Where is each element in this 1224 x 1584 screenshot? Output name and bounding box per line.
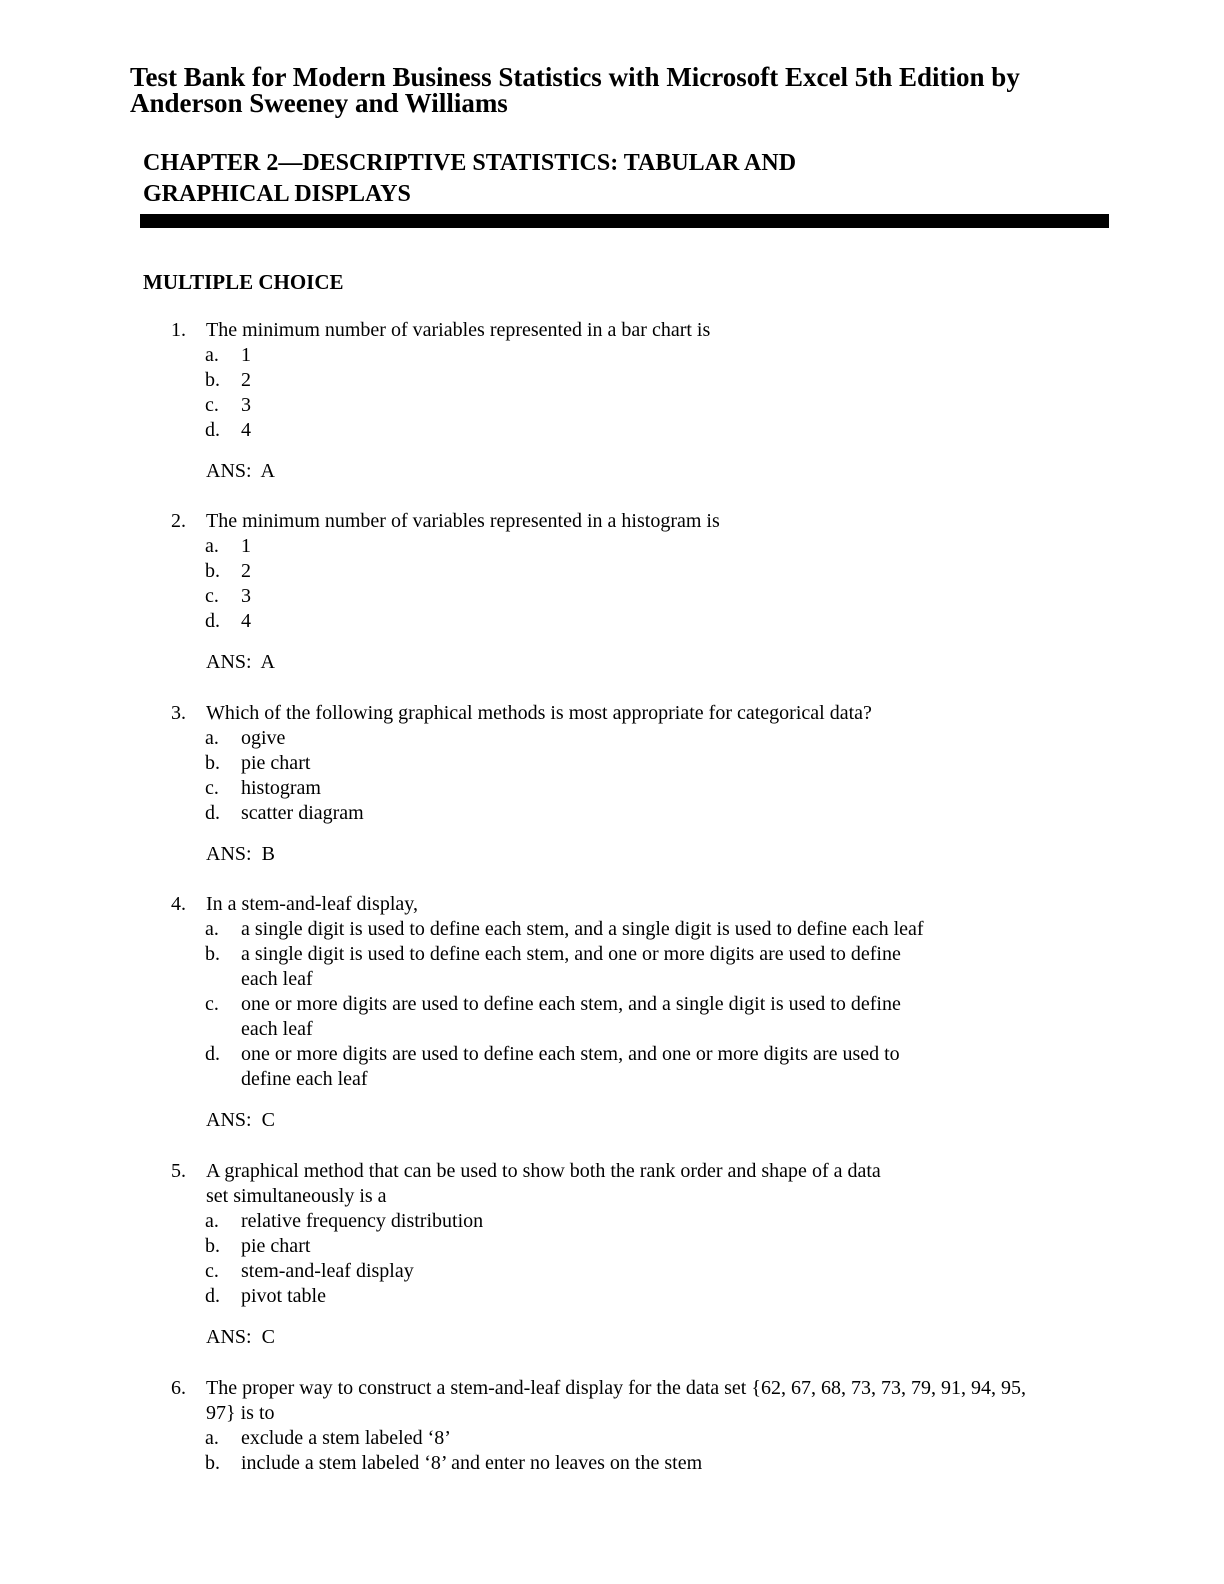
option-text-line: histogram [241, 777, 321, 799]
chapter-title [143, 148, 1043, 210]
answer-option [0, 1042, 1224, 1092]
option-text [241, 418, 1001, 443]
option-letter: d. [205, 610, 220, 632]
answer-key [0, 1108, 1224, 1133]
question-text: The proper way to construct a stem-and-leaf display for the data set {62, 67, 68, 73, 73, 79, 91, 94, 95, [206, 1377, 1026, 1399]
answer-key [0, 1325, 1224, 1350]
question-item [0, 1159, 1224, 1350]
option-text-line: a single digit is used to define each stem, and a single digit is used to define each leaf [241, 918, 924, 940]
question-stem-row [0, 1159, 1224, 1184]
question-item [0, 892, 1224, 1133]
answer-option [0, 917, 1224, 942]
option-letter: c. [205, 1260, 219, 1282]
document-title-line: Test Bank for Modern Business Statistics with Microsoft Excel 5th Edition by [130, 62, 1020, 92]
option-text-line: exclude a stem labeled ‘8’ [241, 1427, 451, 1449]
question-text: 97} is to [206, 1402, 275, 1424]
question-stem-row [0, 1376, 1224, 1401]
option-text-line: ogive [241, 727, 286, 749]
answer-key [0, 459, 1224, 484]
answer-option [0, 1451, 1224, 1476]
option-text [241, 393, 1001, 418]
option-text [241, 1234, 1001, 1259]
question-text: A graphical method that can be used to show both the rank order and shape of a data [206, 1160, 881, 1182]
option-text-line: each leaf [241, 1018, 313, 1040]
answer-key-text: ANS: A [206, 460, 275, 482]
answer-option [0, 343, 1224, 368]
question-stem-row [0, 1401, 1224, 1426]
option-text-line: 4 [241, 419, 251, 441]
option-text-line: 3 [241, 394, 251, 416]
question-number: 5. [171, 1160, 186, 1182]
answer-option [0, 534, 1224, 559]
option-text [241, 801, 1001, 826]
question-number: 2. [171, 510, 186, 532]
question-stem-row [0, 892, 1224, 917]
answer-option [0, 1209, 1224, 1234]
option-text-line: 3 [241, 585, 251, 607]
option-text [241, 1284, 1001, 1309]
answer-key [0, 842, 1224, 867]
option-text-line: each leaf [241, 968, 313, 990]
answer-option [0, 726, 1224, 751]
option-text [241, 609, 1001, 634]
answer-option [0, 368, 1224, 393]
option-text [241, 559, 1001, 584]
option-text [241, 1259, 1001, 1284]
option-text [241, 1042, 1001, 1092]
option-text [241, 1451, 1001, 1476]
option-text-line: 4 [241, 610, 251, 632]
question-number: 3. [171, 702, 186, 724]
answer-option [0, 584, 1224, 609]
option-text [241, 917, 1001, 942]
answer-option [0, 609, 1224, 634]
answer-key-text: ANS: C [206, 1109, 275, 1131]
option-text-line: pie chart [241, 1235, 311, 1257]
question-number: 4. [171, 893, 186, 915]
option-letter: d. [205, 1043, 220, 1065]
option-letter: c. [205, 777, 219, 799]
option-letter: a. [205, 1210, 219, 1232]
answer-key-text: ANS: C [206, 1326, 275, 1348]
option-text [241, 368, 1001, 393]
option-text-line: pie chart [241, 752, 311, 774]
answer-option [0, 1259, 1224, 1284]
option-text-line: 2 [241, 560, 251, 582]
option-letter: a. [205, 918, 219, 940]
answer-option [0, 992, 1224, 1042]
option-letter: a. [205, 727, 219, 749]
option-text [241, 726, 1001, 751]
option-text-line: stem-and-leaf display [241, 1260, 414, 1282]
question-stem-row [0, 1184, 1224, 1209]
answer-option [0, 776, 1224, 801]
option-text [241, 942, 1001, 992]
section-title: MULTIPLE CHOICE [143, 270, 344, 294]
answer-key [0, 650, 1224, 675]
option-text [241, 1209, 1001, 1234]
answer-option [0, 393, 1224, 418]
question-item [0, 318, 1224, 484]
answer-option [0, 942, 1224, 992]
option-text-line: 1 [241, 344, 251, 366]
option-letter: b. [205, 1235, 220, 1257]
option-text [241, 343, 1001, 368]
document-title-line: Anderson Sweeney and Williams [130, 88, 508, 118]
option-text-line: one or more digits are used to define each stem, and one or more digits are used to [241, 1043, 900, 1065]
answer-option [0, 1234, 1224, 1259]
option-text [241, 992, 1001, 1042]
option-letter: a. [205, 1427, 219, 1449]
option-text [241, 534, 1001, 559]
option-text [241, 584, 1001, 609]
answer-key-text: ANS: A [206, 651, 275, 673]
option-text-line: one or more digits are used to define each stem, and a single digit is used to define [241, 993, 901, 1015]
answer-option [0, 751, 1224, 776]
question-stem-row [0, 701, 1224, 726]
option-letter: d. [205, 419, 220, 441]
answer-option [0, 1426, 1224, 1451]
answer-key-text: ANS: B [206, 843, 275, 865]
option-text [241, 1426, 1001, 1451]
question-stem-row [0, 509, 1224, 534]
option-letter: a. [205, 535, 219, 557]
question-number: 6. [171, 1377, 186, 1399]
question-stem-row [0, 318, 1224, 343]
answer-option [0, 1284, 1224, 1309]
question-text: The minimum number of variables represented in a bar chart is [206, 319, 711, 341]
option-letter: d. [205, 1285, 220, 1307]
option-text-line: 2 [241, 369, 251, 391]
option-letter: c. [205, 993, 219, 1015]
option-letter: b. [205, 1452, 220, 1474]
option-text-line: scatter diagram [241, 802, 364, 824]
question-text: In a stem-and-leaf display, [206, 893, 418, 915]
question-text: Which of the following graphical methods is most appropriate for categorical data? [206, 702, 872, 724]
question-item [0, 701, 1224, 867]
question-text: The minimum number of variables represented in a histogram is [206, 510, 720, 532]
option-letter: c. [205, 394, 219, 416]
chapter-title-line: GRAPHICAL DISPLAYS [143, 181, 411, 207]
document-title [130, 64, 1130, 116]
option-text-line: include a stem labeled ‘8’ and enter no leaves on the stem [241, 1452, 703, 1474]
option-text [241, 776, 1001, 801]
option-text-line: relative frequency distribution [241, 1210, 484, 1232]
question-text: set simultaneously is a [206, 1185, 387, 1207]
option-letter: b. [205, 369, 220, 391]
answer-option [0, 559, 1224, 584]
option-letter: b. [205, 560, 220, 582]
option-letter: d. [205, 802, 220, 824]
option-letter: b. [205, 943, 220, 965]
option-text-line: pivot table [241, 1285, 326, 1307]
answer-option [0, 801, 1224, 826]
option-text-line: a single digit is used to define each stem, and one or more digits are used to define [241, 943, 901, 965]
heading-rule [140, 214, 1109, 228]
option-text-line: 1 [241, 535, 251, 557]
option-letter: c. [205, 585, 219, 607]
option-text-line: define each leaf [241, 1068, 368, 1090]
option-text [241, 751, 1001, 776]
question-item [0, 509, 1224, 675]
option-letter: a. [205, 344, 219, 366]
question-item [0, 1376, 1224, 1476]
option-letter: b. [205, 752, 220, 774]
question-number: 1. [171, 319, 186, 341]
chapter-title-line: CHAPTER 2—DESCRIPTIVE STATISTICS: TABULAR AND [143, 150, 797, 176]
answer-option [0, 418, 1224, 443]
